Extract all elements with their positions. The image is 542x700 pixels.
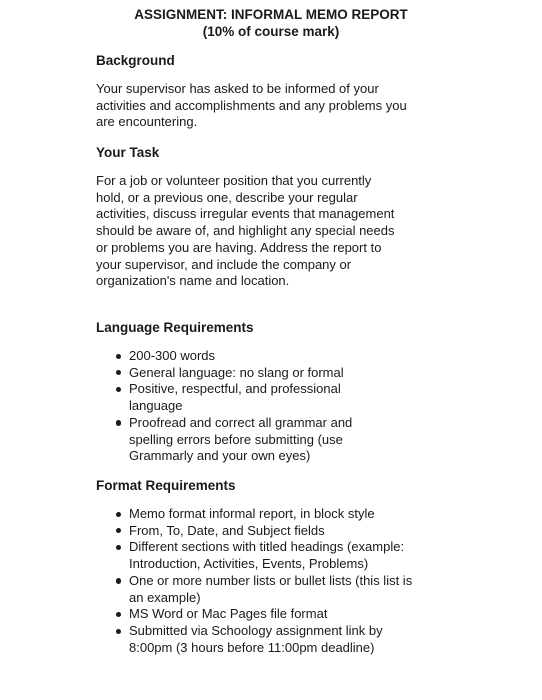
document-title: ASSIGNMENT: INFORMAL MEMO REPORT [134,7,408,22]
list-item: MS Word or Mac Pages file format [96,606,416,623]
task-heading: Your Task [96,145,160,160]
list-item: One or more number lists or bullet lists (this list is an example) [96,573,416,606]
language-heading: Language Requirements [96,320,254,335]
list-item: Proofread and correct all grammar and spelling errors before submitting (use Grammarly and your own eyes) [96,415,386,465]
format-heading: Format Requirements [96,478,236,493]
language-requirements-list [96,348,386,465]
format-requirements-list [96,506,416,656]
list-item: Different sections with titled headings (example: Introduction, Activities, Events, Problems) [96,539,416,572]
task-paragraph: For a job or volunteer position that you currently hold, or a previous one, describe your regular activities, discuss irregular events that management should be aware of, and highlight any special needs or problems you are having. Address the report to your supervisor, and include the company or organization's name and location. [96,173,395,289]
list-item: Submitted via Schoology assignment link by 8:00pm (3 hours before 11:00pm deadline) [96,623,416,656]
list-item: General language: no slang or formal [96,365,386,382]
list-item: 200-300 words [96,348,386,365]
list-item: Positive, respectful, and professional language [96,381,386,414]
list-item: Memo format informal report, in block style [96,506,416,523]
background-heading: Background [96,53,175,68]
background-paragraph: Your supervisor has asked to be informed of your activities and accomplishments and any problems you are encountering. [96,81,407,130]
document-subtitle: (10% of course mark) [202,24,340,39]
list-item: From, To, Date, and Subject fields [96,523,416,540]
